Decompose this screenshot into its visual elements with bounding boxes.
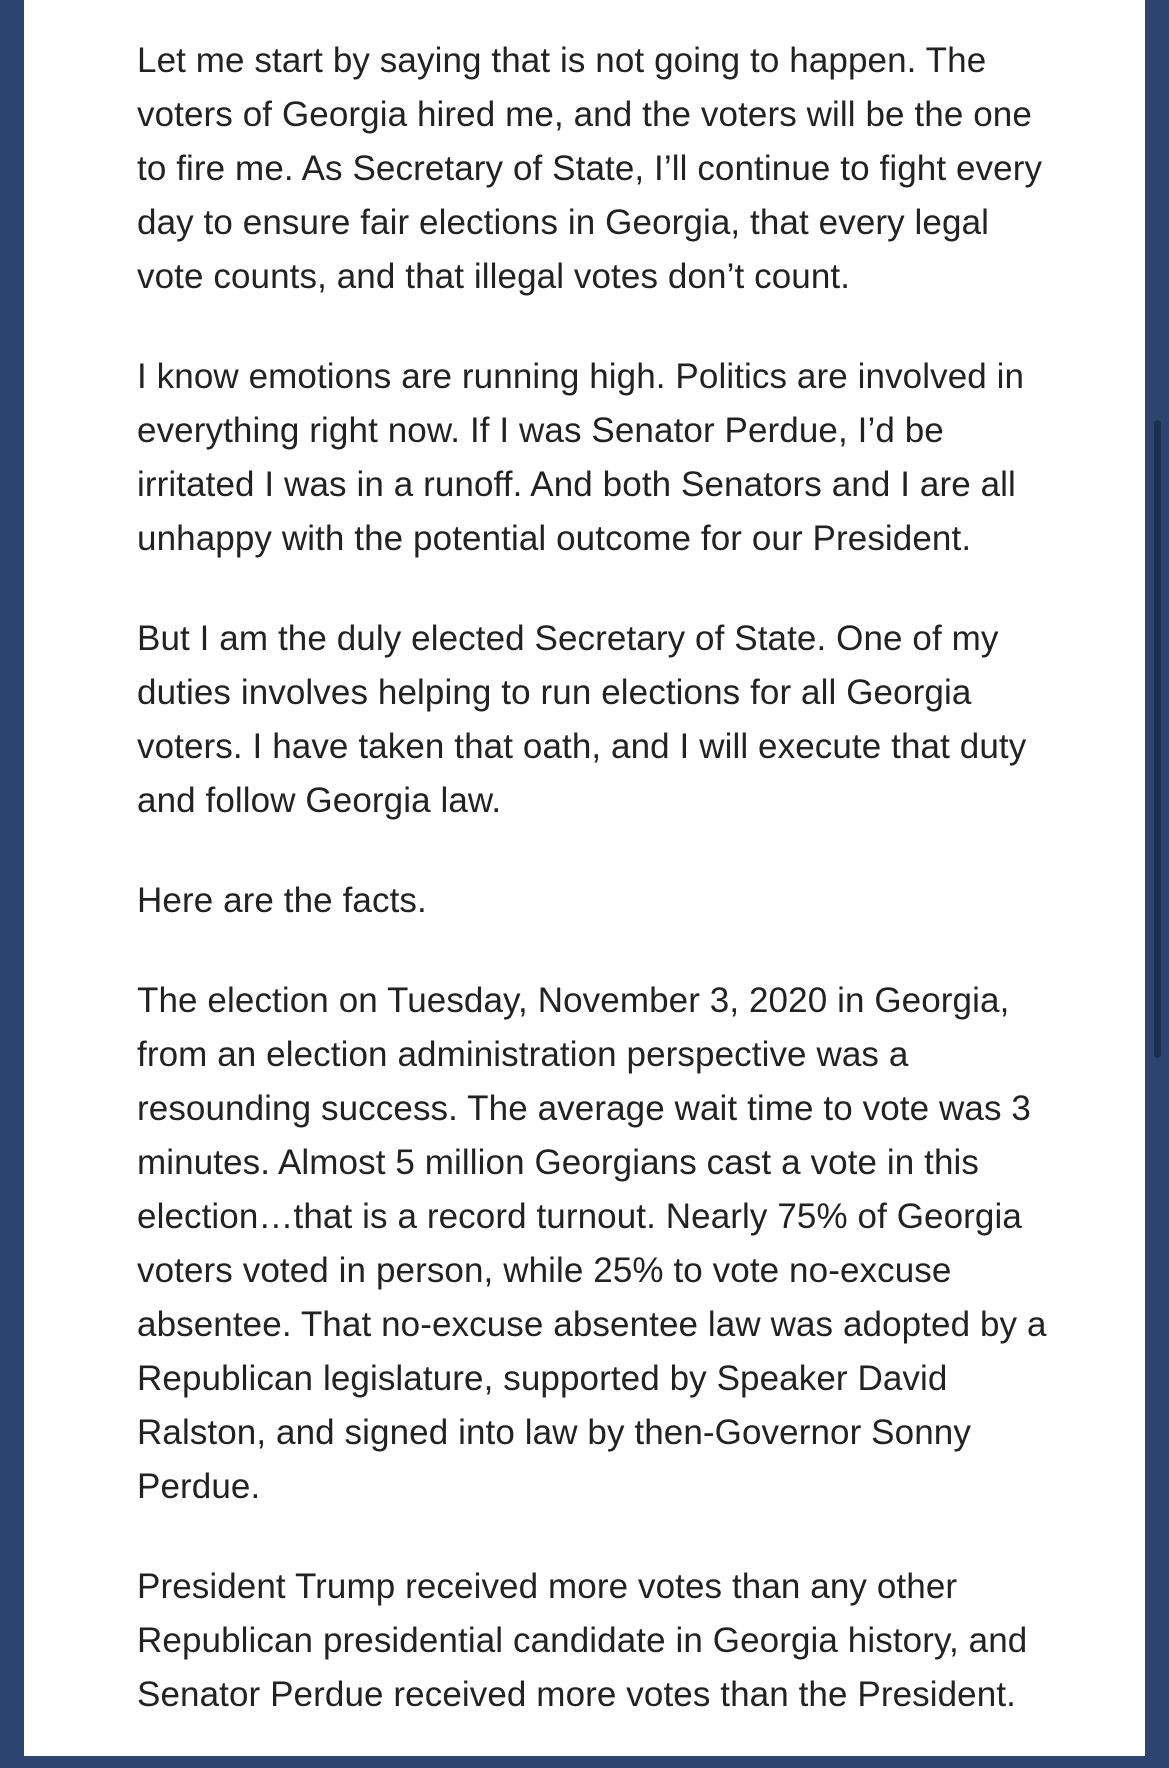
paragraph-4 (137, 874, 1097, 928)
text-line: The election on Tuesday, November 3, 2020 in Georgia, (137, 981, 1010, 1020)
text-line: unhappy with the potential outcome for our President. (137, 519, 972, 558)
text-line: President Trump received more votes than any other (137, 1567, 958, 1606)
text-line: duties involves helping to run elections for all Georgia (137, 673, 972, 712)
text-line: Ralston, and signed into law by then-Governor Sonny (137, 1413, 971, 1452)
text-line: to fire me. As Secretary of State, I’ll continue to fight every (137, 149, 1043, 188)
text-line: minutes. Almost 5 million Georgians cast a vote in this (137, 1143, 979, 1182)
text-line: Let me start by saying that is not going to happen. The (137, 41, 987, 80)
text-line: Republican presidential candidate in Georgia history, and (137, 1621, 1028, 1660)
text-line: irritated I was in a runoff. And both Senators and I are all (137, 465, 1016, 504)
text-line: Republican legislature, supported by Speaker David (137, 1359, 948, 1398)
paragraph-5 (137, 974, 1097, 1514)
text-line: absentee. That no-excuse absentee law was adopted by a (137, 1305, 1047, 1344)
text-line: everything right now. If I was Senator Perdue, I’d be (137, 411, 944, 450)
document-body (137, 34, 1097, 1768)
paragraph-2 (137, 350, 1097, 566)
text-line: vote counts, and that illegal votes don’t count. (137, 257, 851, 296)
text-line: Senator Perdue received more votes than the President. (137, 1675, 1016, 1714)
text-line: from an election administration perspective was a (137, 1035, 909, 1074)
paragraph-3 (137, 612, 1097, 828)
paragraph-1 (137, 34, 1097, 304)
text-line: voters voted in person, while 25% to vote no-excuse (137, 1251, 952, 1290)
text-line: Perdue. (137, 1467, 261, 1506)
text-line: election…that is a record turnout. Nearly 75% of Georgia (137, 1197, 1022, 1236)
text-line: But I am the duly elected Secretary of State. One of my (137, 619, 999, 658)
document-page (24, 0, 1145, 1756)
text-line: voters of Georgia hired me, and the voters will be the one (137, 95, 1032, 134)
text-line: Here are the facts. (137, 881, 427, 920)
scrollbar-thumb[interactable] (1154, 420, 1161, 1058)
text-line: I know emotions are running high. Politics are involved in (137, 357, 1025, 396)
text-line: resounding success. The average wait time to vote was 3 (137, 1089, 1031, 1128)
text-line: and follow Georgia law. (137, 781, 502, 820)
text-line: day to ensure fair elections in Georgia, that every legal (137, 203, 990, 242)
text-line: voters. I have taken that oath, and I will execute that duty (137, 727, 1027, 766)
paragraph-6 (137, 1560, 1097, 1722)
